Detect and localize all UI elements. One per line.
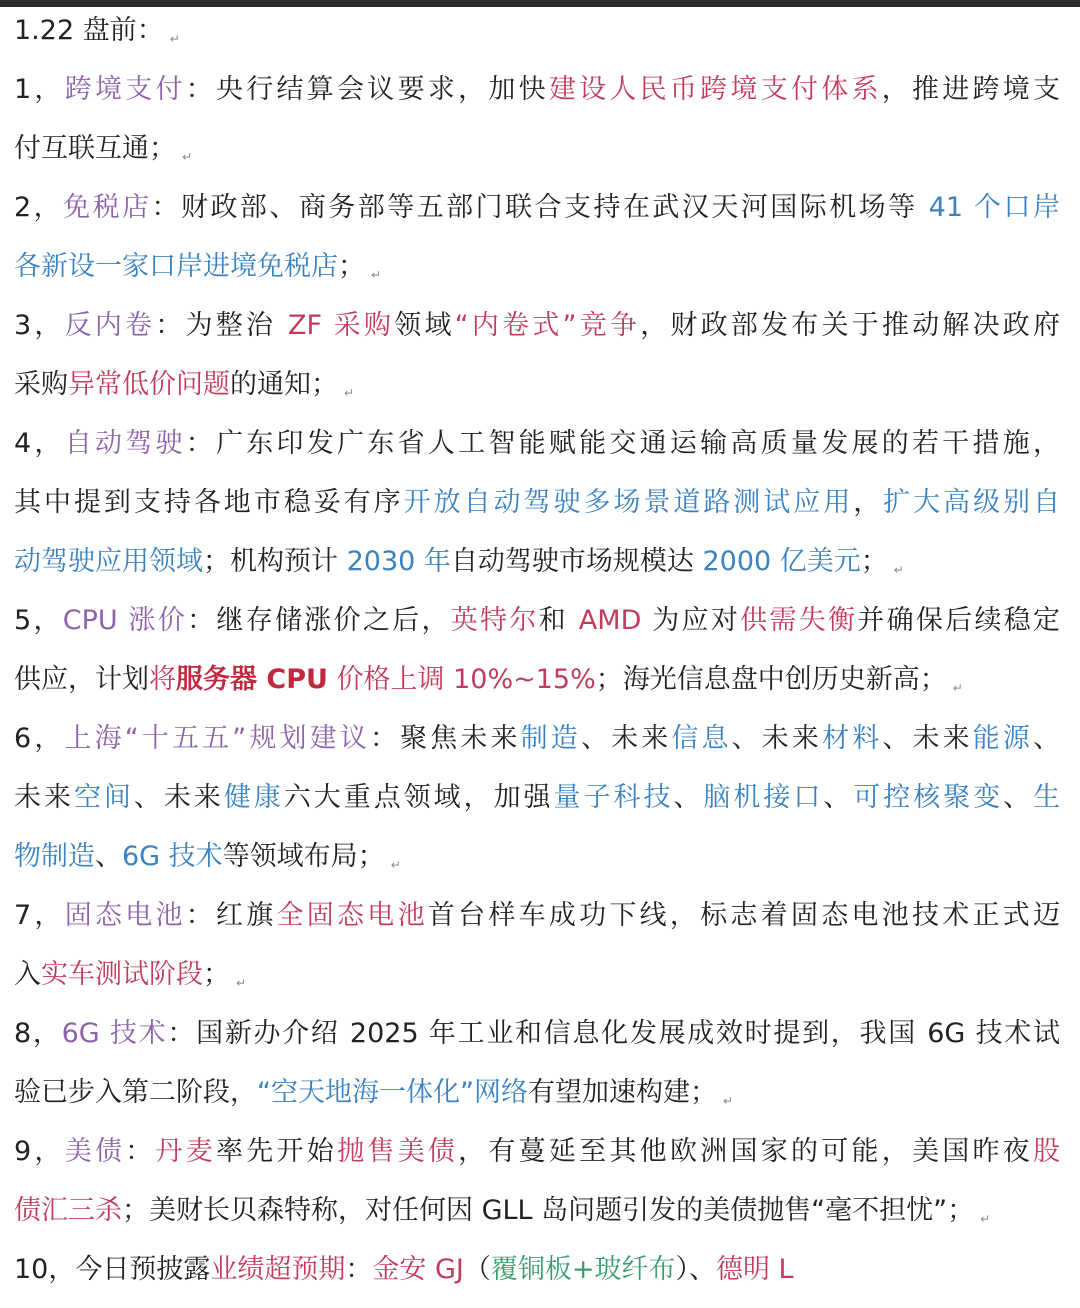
highlighted-text: CPU 涨价	[62, 605, 188, 636]
text-segment: ；	[338, 251, 365, 282]
text-segment: 9，	[14, 1136, 65, 1167]
window-top-bar	[0, 0, 1080, 7]
text-segment: 、未来	[133, 782, 224, 813]
news-item-line	[14, 1249, 1060, 1308]
text-segment: ）、	[675, 1254, 716, 1285]
highlighted-text: 上海“十五五”规划建议	[64, 723, 370, 754]
news-item-line	[14, 1131, 1060, 1190]
text-segment: 、	[823, 782, 854, 813]
text-segment: ：国新办介绍 2025 年工业和信息化发展成效时提到，我国 6G 技术试	[167, 1018, 1060, 1049]
text-segment: ：央行结算会议要求，加快	[185, 74, 549, 105]
news-item-line	[14, 1072, 1060, 1131]
highlighted-text: 供需失衡	[740, 605, 858, 636]
text-segment: 和	[538, 605, 579, 636]
highlighted-text: 将	[149, 664, 176, 695]
highlighted-text: 各新设一家口岸进境免税店	[14, 251, 338, 282]
highlighted-text: 反内卷	[64, 310, 156, 341]
text-segment: 、未来	[882, 723, 973, 754]
news-item-line	[14, 600, 1060, 659]
highlighted-text: 异常低价问题	[68, 369, 230, 400]
highlighted-text: 价格上调 10%~15%	[327, 664, 596, 695]
news-item-line	[14, 836, 1060, 895]
highlighted-text: “空天地海一体化”网络	[257, 1077, 528, 1108]
news-item-line	[14, 659, 1060, 718]
text-segment: ：财政部、商务部等五部门联合支持在武汉天河国际机场等	[151, 192, 918, 223]
highlighted-text: 免税店	[63, 192, 152, 223]
text-segment: 2，	[14, 192, 64, 223]
news-item-line	[14, 541, 1060, 600]
text-segment: ；海光信息盘中创历史新高；	[595, 664, 947, 695]
text-segment: 其中提到支持各地市稳妥有序	[14, 487, 404, 518]
text-segment: ，	[853, 487, 884, 518]
highlighted-text: 制造	[520, 723, 581, 754]
highlighted-text: 跨境支付	[64, 74, 186, 105]
highlighted-text: 生	[1033, 782, 1061, 813]
text-segment: 未来	[14, 782, 74, 813]
text-segment: ，有蔓延至其他欧洲国家的可能，美国昨夜	[458, 1136, 1034, 1167]
highlighted-text: 抛售美债	[337, 1136, 459, 1167]
text-segment: ；	[203, 959, 230, 990]
text-segment: 3，	[14, 310, 65, 341]
highlighted-text: 德明 L	[715, 1254, 794, 1285]
highlighted-text: 自动驾驶	[64, 428, 186, 459]
news-item-line	[14, 364, 1060, 423]
text-segment: 1，	[14, 74, 65, 105]
highlighted-text: 建设人民币跨境支付体系	[548, 74, 882, 105]
text-segment: 六大重点领域，加强	[283, 782, 554, 813]
text-segment: 5，	[14, 605, 63, 636]
highlighted-text: AMD	[578, 605, 642, 636]
text-segment: 、	[673, 782, 704, 813]
text-segment: 1.22 盘前：	[14, 15, 164, 46]
text-segment: 7，	[14, 900, 65, 931]
text-segment: 、未来	[731, 723, 823, 754]
news-item-line	[14, 423, 1060, 482]
text-segment: 有望加速构建；	[527, 1077, 717, 1108]
text-segment: 率先开始	[216, 1136, 338, 1167]
text-segment: ：	[345, 1254, 373, 1285]
text-segment: 等领域布局；	[222, 841, 385, 872]
news-item-line	[14, 1190, 1060, 1249]
highlighted-text: 物制造	[14, 841, 95, 872]
text-segment: 8，	[14, 1018, 62, 1049]
text-segment: 、	[1003, 782, 1034, 813]
highlighted-text: 6G 技术	[61, 1018, 168, 1049]
highlighted-text: 2000 亿美元	[702, 546, 861, 577]
text-segment: 采购	[14, 369, 68, 400]
news-item-line	[14, 482, 1060, 541]
text-segment: 自动驾驶市场规模达	[450, 546, 703, 577]
text-segment: 、未来	[580, 723, 672, 754]
highlighted-text: 开放自动驾驶多场景道路测试应用	[403, 487, 854, 518]
text-segment: ：广东印发广东省人工智能赋能交通运输高质量发展的若干措施，	[185, 428, 1061, 459]
news-item-line	[14, 954, 1060, 1013]
news-item-line	[14, 187, 1060, 246]
highlighted-text: 41 个口岸	[917, 192, 1060, 223]
highlighted-text: 2030 年	[346, 546, 451, 577]
news-item-line	[14, 246, 1060, 305]
text-segment: 的通知；	[230, 369, 338, 400]
text-segment: 10，今日预披露	[14, 1254, 211, 1285]
text-segment: ：聚焦未来	[369, 723, 521, 754]
text-segment: 、	[95, 841, 122, 872]
highlighted-text: 能源	[972, 723, 1034, 754]
highlighted-text: 英特尔	[450, 605, 539, 636]
text-segment: 入	[14, 959, 41, 990]
highlighted-text: 业绩超预期	[210, 1254, 346, 1285]
text-segment: ；	[860, 546, 888, 577]
text-segment: （	[463, 1254, 491, 1285]
highlighted-text: 信息	[671, 723, 732, 754]
highlighted-text: 实车测试阶段	[41, 959, 203, 990]
highlighted-text: 债汇三杀	[14, 1195, 122, 1226]
text-segment: ：为整治	[155, 310, 277, 341]
news-item-line	[14, 305, 1060, 364]
text-segment: ，财政部发布关于推动解决政府	[640, 310, 1061, 341]
highlighted-text: 丹麦	[155, 1136, 217, 1167]
highlighted-text: 材料	[822, 723, 883, 754]
news-item-line	[14, 895, 1060, 954]
highlighted-text: 可控核聚变	[853, 782, 1004, 813]
document-body	[14, 10, 1060, 1308]
highlighted-text: 量子科技	[553, 782, 674, 813]
highlighted-text: 全固态电池	[276, 900, 428, 931]
text-segment: 4，	[14, 428, 65, 459]
highlighted-text: 金安 GJ	[372, 1254, 464, 1285]
text-segment: 首台样车成功下线，标志着固态电池技术正式迈	[427, 900, 1061, 931]
news-item-line	[14, 128, 1060, 187]
highlighted-text: 股	[1033, 1136, 1061, 1167]
text-segment: ：继存储涨价之后，	[187, 605, 451, 636]
text-segment: ；机构预计	[203, 546, 347, 577]
highlighted-text: 扩大高级别自	[883, 487, 1061, 518]
text-segment: 、	[1033, 723, 1061, 754]
highlighted-text: 脑机接口	[703, 782, 824, 813]
highlighted-text: 覆铜板+玻纤布	[490, 1254, 676, 1285]
text-segment: 为应对	[641, 605, 741, 636]
text-segment: 6，	[14, 723, 65, 754]
highlighted-text: 动驾驶应用领域	[14, 546, 203, 577]
highlighted-text: ZF 采购	[276, 310, 395, 341]
text-segment: 付互联互通；	[14, 133, 176, 164]
highlighted-text: 健康	[223, 782, 284, 813]
text-segment: 领域	[394, 310, 455, 341]
news-item-line	[14, 69, 1060, 128]
text-segment: 供应，计划	[14, 664, 149, 695]
document-title	[14, 10, 1060, 69]
highlighted-text: 固态电池	[64, 900, 186, 931]
news-item-line	[14, 718, 1060, 777]
highlighted-text: 空间	[73, 782, 134, 813]
text-segment: ，推进跨境支	[881, 74, 1061, 105]
news-item-line	[14, 1013, 1060, 1072]
highlighted-text: 服务器 CPU	[176, 664, 328, 695]
highlighted-text: 6G 技术	[122, 841, 223, 872]
text-segment: ；美财长贝森特称，对任何因 GLL 岛问题引发的美债抛售“毫不担忧”；	[122, 1195, 975, 1226]
news-item-line	[14, 777, 1060, 836]
text-segment: ：	[125, 1136, 156, 1167]
highlighted-text: “内卷式”竞争	[454, 310, 641, 341]
text-segment: 并确保后续稳定	[857, 605, 1061, 636]
text-segment: 验已步入第二阶段，	[14, 1077, 257, 1108]
highlighted-text: 美债	[64, 1136, 126, 1167]
text-segment: ：红旗	[185, 900, 277, 931]
